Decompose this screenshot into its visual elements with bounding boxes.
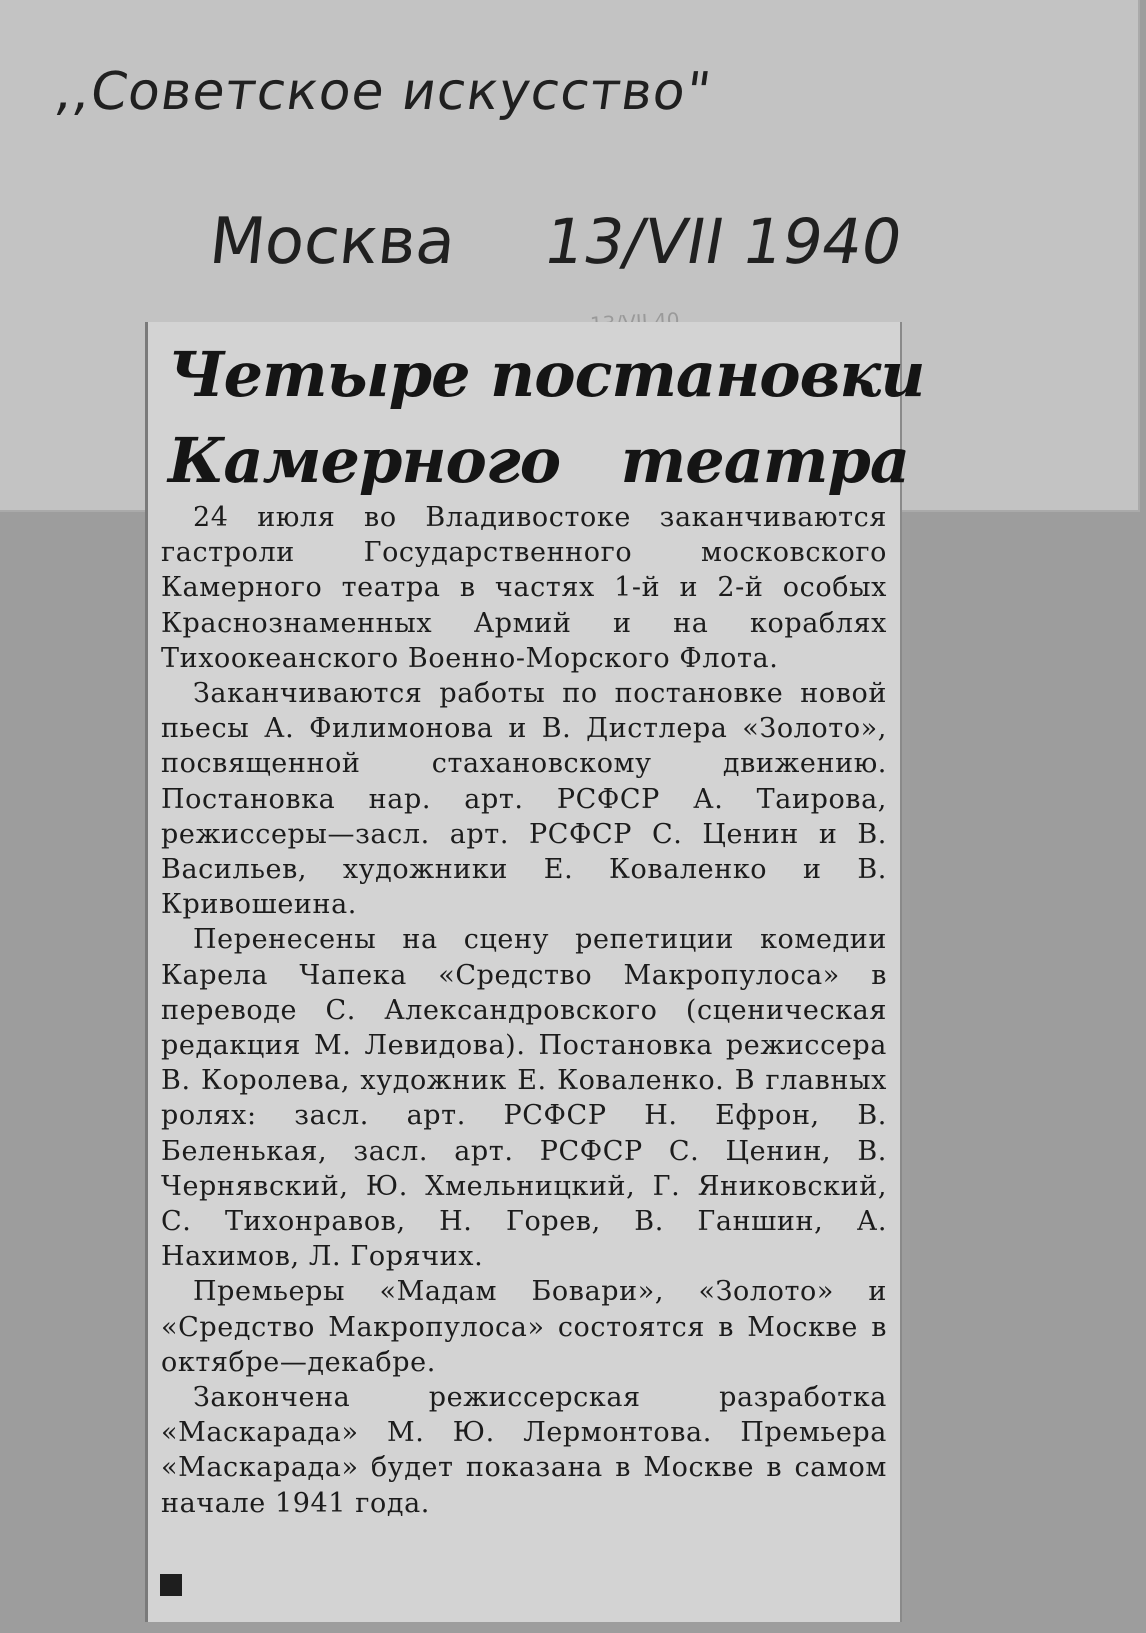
article-paragraph: 24 июля во Владивостоке заканчиваются гастроли Государственного московского Камерного театра в частях 1-й и 2-й особых Краснознаменных Армий и на кораблях Тихоокеанского Военно-Морского Флота.: [161, 502, 887, 674]
article-headline: [168, 332, 925, 504]
newspaper-clipping: [145, 322, 925, 1622]
handwritten-date: 13/VII 1940: [538, 205, 908, 278]
headline-line-2: Камерного театра: [168, 424, 910, 497]
article-paragraph: Закончена режиссерская разработка «Маскарада» М. Ю. Лермонтова. Премьера «Маскарада» будет показана в Москве в самом начале 1941 года.: [161, 1382, 887, 1519]
article-paragraph: Премьеры «Мадам Бовари», «Золото» и «Средство Макропулоса» состоятся в Москве в октябре—декабре.: [161, 1276, 887, 1378]
handwritten-newspaper-name: ,,Советское искусство": [51, 62, 716, 122]
handwritten-city: Москва: [206, 205, 460, 279]
headline-line-1: Четыре постановки: [168, 338, 925, 411]
end-of-article-mark: [160, 1574, 182, 1596]
article-paragraph: Заканчиваются работы по постановке новой пьесы А. Филимонова и В. Дистлера «Золото», посвященной стахановскому движению. Постановка нар. арт. РСФСР А. Таирова, режиссеры—засл. арт. РСФСР С. Ценин и В. Васильев, художники Е. Коваленко и В. Кривошеина.: [161, 678, 887, 921]
article-paragraph: Перенесены на сцену репетиции комедии Карела Чапека «Средство Макропулоса» в переводе С. Александровского (сценическая редакция М. Левидова). Постановка режиссера В. Королева, художник Е. Коваленко. В главных ролях: засл. арт. РСФСР Н. Ефрон, В. Беленькая, засл. арт. РСФСР С. Ценин, В. Чернявский, Ю. Хмельницкий, Г. Яниковский, С. Тихонравов, Н. Горев, В. Ганшин, А. Нахимов, Л. Горячих.: [161, 924, 887, 1273]
article-body: [161, 500, 887, 1521]
